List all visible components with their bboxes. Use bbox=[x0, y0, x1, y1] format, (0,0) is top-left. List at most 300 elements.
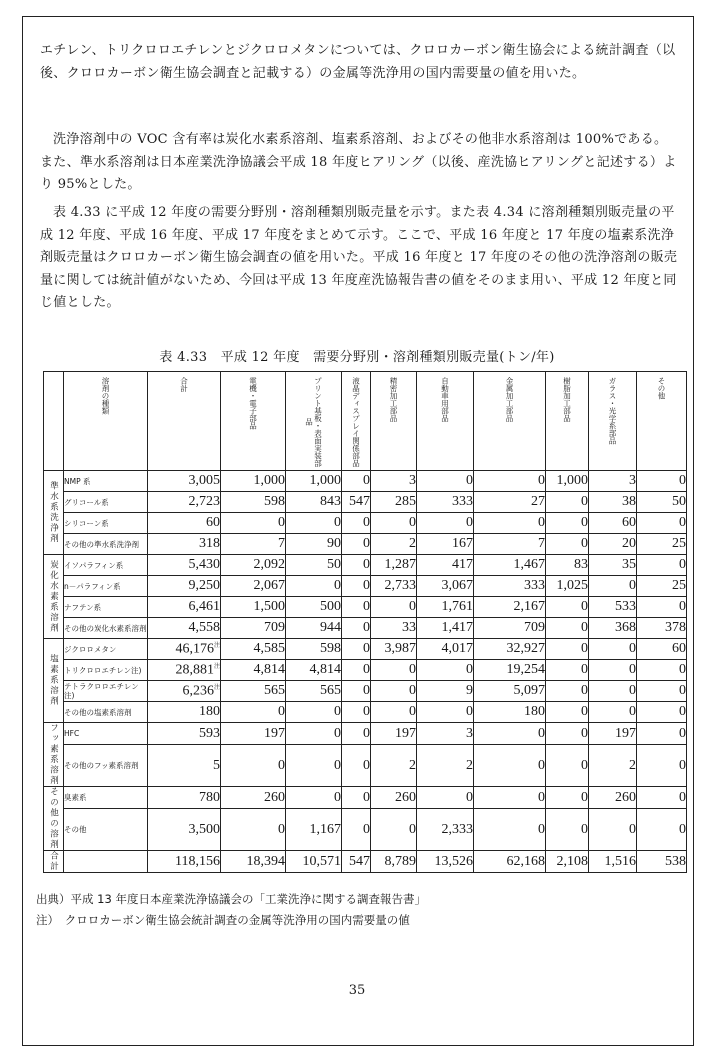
total-cell: 18,394 bbox=[221, 851, 286, 873]
cell-value: 0 bbox=[581, 757, 588, 773]
cell-value: 378 bbox=[665, 620, 686, 635]
cell-value: 0 bbox=[409, 515, 416, 530]
table-cell bbox=[286, 639, 342, 660]
cell-value: 4,814 bbox=[309, 662, 341, 677]
table-cell bbox=[148, 555, 221, 576]
table-cell bbox=[148, 660, 221, 681]
cell-value: 0 bbox=[363, 725, 370, 741]
cell-value: 0 bbox=[466, 662, 473, 677]
table-cell bbox=[474, 534, 546, 555]
table-cell bbox=[589, 809, 637, 851]
table-cell bbox=[474, 745, 546, 787]
table-cell bbox=[637, 492, 687, 513]
table-cell bbox=[546, 723, 589, 745]
cell-value: 0 bbox=[679, 662, 686, 677]
row-label: ジクロロメタン bbox=[64, 639, 148, 660]
table-cell bbox=[417, 809, 474, 851]
table-cell bbox=[417, 597, 474, 618]
cell-value: 0 bbox=[679, 725, 686, 741]
column-header-label: 樹脂加工部品 bbox=[562, 377, 572, 422]
cell-value: 28,881 bbox=[175, 662, 214, 678]
cell-value: 0 bbox=[363, 683, 370, 698]
table-caption: 表 4.33 平成 12 年度 需要分野別・溶剤種類別販売量(トン/年) bbox=[159, 350, 555, 365]
cell-value: 2,723 bbox=[188, 494, 220, 509]
table-cell bbox=[546, 660, 589, 681]
cell-value: 0 bbox=[629, 641, 636, 656]
cell-value: 547 bbox=[349, 494, 370, 509]
paragraph-3: 表 4.33 に平成 12 年度の需要分野別・溶剤種類別販売量を示す。また表 4.34 に溶剤種類別販売量の平成 12 年度、平成 16 年度、平成 17 年度をまとめて示す。ここで、平成 16 年度と 17 年度の塩素系洗浄剤販売量はクロロカーボン衛生協会調査の値を用いた。平成 16 年度と 17 年度のその他の洗浄溶剤の販売量に関しては統計値がないため、今回は平成 13 年度産洗協報告書の値をそのまま用い、平成 12 年度と同じ値とした。 bbox=[40, 205, 678, 310]
note-mark: 注 bbox=[213, 664, 220, 671]
table-cell bbox=[417, 555, 474, 576]
table-row bbox=[44, 745, 687, 787]
cell-value: 0 bbox=[629, 683, 636, 698]
cell-value: 0 bbox=[538, 821, 545, 837]
table-row bbox=[44, 639, 687, 660]
table-cell bbox=[417, 787, 474, 809]
cell-value: 3 bbox=[409, 473, 416, 488]
table-cell bbox=[637, 597, 687, 618]
cell-value: 197 bbox=[264, 725, 285, 741]
cell-value: 780 bbox=[199, 789, 220, 805]
total-cell: 2,108 bbox=[546, 851, 589, 873]
cell-value: 6,461 bbox=[188, 599, 220, 614]
total-cell: 8,789 bbox=[371, 851, 417, 873]
table-cell bbox=[371, 597, 417, 618]
cell-value: 2,067 bbox=[253, 578, 285, 593]
cell-value: 2 bbox=[409, 757, 416, 773]
cell-value: 565 bbox=[264, 683, 285, 698]
table-cell bbox=[221, 513, 286, 534]
cell-value: 0 bbox=[363, 536, 370, 551]
column-header-label: 溶剤の種類 bbox=[101, 377, 110, 415]
table-cell bbox=[474, 492, 546, 513]
table-cell bbox=[417, 534, 474, 555]
table-row bbox=[44, 513, 687, 534]
cell-value: 50 bbox=[672, 494, 686, 509]
table-row bbox=[44, 597, 687, 618]
cell-value: 27 bbox=[531, 494, 545, 509]
row-label: イソパラフィン系 bbox=[64, 555, 148, 576]
column-header-label: 自動車用部品 bbox=[440, 377, 450, 422]
table-cell bbox=[417, 660, 474, 681]
table-cell bbox=[417, 471, 474, 492]
cell-value: 0 bbox=[466, 789, 473, 805]
cell-value: 180 bbox=[524, 704, 545, 719]
table-cell bbox=[637, 555, 687, 576]
cell-value: 0 bbox=[363, 599, 370, 614]
cell-value: 83 bbox=[574, 557, 588, 572]
table-cell bbox=[417, 639, 474, 660]
cell-value: 46,176 bbox=[175, 641, 214, 657]
source-note: 出典）平成 13 年度日本産業洗浄協議会の「工業洗浄に関する調査報告書」 bbox=[36, 892, 426, 906]
table-cell bbox=[371, 471, 417, 492]
total-label: 合計 bbox=[44, 851, 64, 873]
cell-value: 333 bbox=[524, 578, 545, 593]
table-cell bbox=[148, 639, 221, 660]
table-cell bbox=[221, 723, 286, 745]
cell-value: 2,167 bbox=[513, 599, 545, 614]
table-cell bbox=[286, 597, 342, 618]
table-cell bbox=[474, 597, 546, 618]
table-cell bbox=[221, 745, 286, 787]
column-header bbox=[221, 372, 286, 471]
cell-value: 38 bbox=[622, 494, 636, 509]
row-label: その他のフッ素系溶剤 bbox=[64, 745, 148, 787]
table-cell bbox=[589, 618, 637, 639]
row-label: その他 bbox=[64, 809, 148, 851]
total-cell: 538 bbox=[637, 851, 687, 873]
column-header-label: プリント基板・表面実装部品 bbox=[304, 377, 323, 467]
table-cell bbox=[221, 639, 286, 660]
table-cell bbox=[342, 534, 371, 555]
table-cell bbox=[221, 681, 286, 702]
group-label: 炭化水素系溶剤 bbox=[44, 555, 64, 639]
table-cell bbox=[221, 576, 286, 597]
table-cell bbox=[546, 639, 589, 660]
cell-value: 0 bbox=[581, 789, 588, 805]
cell-value: 3,987 bbox=[384, 641, 416, 656]
cell-value: 0 bbox=[629, 578, 636, 593]
table-cell bbox=[546, 618, 589, 639]
table-cell bbox=[148, 534, 221, 555]
table-row bbox=[44, 660, 687, 681]
table-cell bbox=[371, 723, 417, 745]
table-cell bbox=[371, 745, 417, 787]
cell-value: 0 bbox=[538, 725, 545, 741]
cell-value: 0 bbox=[581, 662, 588, 677]
table-cell bbox=[148, 513, 221, 534]
table-cell bbox=[474, 471, 546, 492]
cell-value: 0 bbox=[278, 757, 285, 773]
cell-value: 0 bbox=[363, 557, 370, 572]
total-cell: 547 bbox=[342, 851, 371, 873]
cell-value: 0 bbox=[679, 683, 686, 698]
cell-value: 0 bbox=[581, 821, 588, 837]
cell-value: 0 bbox=[409, 683, 416, 698]
row-label: その他の準水系洗浄剤 bbox=[64, 534, 148, 555]
table-cell bbox=[342, 471, 371, 492]
cell-value: 6,236 bbox=[182, 683, 214, 699]
total-cell: 1,516 bbox=[589, 851, 637, 873]
table-cell bbox=[342, 492, 371, 513]
table-cell bbox=[417, 492, 474, 513]
table-cell bbox=[637, 660, 687, 681]
table-cell bbox=[286, 809, 342, 851]
table-cell bbox=[637, 576, 687, 597]
row-label: テトラクロロエチレン注) bbox=[64, 681, 148, 702]
cell-value: 0 bbox=[466, 515, 473, 530]
table-cell bbox=[148, 618, 221, 639]
cell-value: 60 bbox=[206, 515, 220, 530]
table-cell bbox=[417, 681, 474, 702]
table-cell bbox=[546, 576, 589, 597]
cell-value: 1,287 bbox=[384, 557, 416, 572]
cell-value: 90 bbox=[327, 536, 341, 551]
cell-value: 25 bbox=[672, 536, 686, 551]
table-cell bbox=[221, 787, 286, 809]
table-row bbox=[44, 702, 687, 723]
table-cell bbox=[637, 745, 687, 787]
total-cell: 10,571 bbox=[286, 851, 342, 873]
table-cell bbox=[286, 702, 342, 723]
cell-value: 0 bbox=[581, 515, 588, 530]
cell-value: 1,000 bbox=[253, 473, 285, 488]
row-label: その他の塩素系溶剤 bbox=[64, 702, 148, 723]
cell-value: 2 bbox=[409, 536, 416, 551]
column-header-label: 液晶ディスプレイ関係部品 bbox=[351, 377, 361, 467]
cell-value: 368 bbox=[615, 620, 636, 635]
column-header bbox=[637, 372, 687, 471]
column-header bbox=[474, 372, 546, 471]
cell-value: 0 bbox=[363, 789, 370, 805]
cell-value: 197 bbox=[395, 725, 416, 741]
table-cell bbox=[637, 639, 687, 660]
table-cell bbox=[589, 787, 637, 809]
row-label: その他の炭化水素系溶剤 bbox=[64, 618, 148, 639]
column-header bbox=[417, 372, 474, 471]
table-cell bbox=[546, 492, 589, 513]
table-cell bbox=[221, 555, 286, 576]
note-mark: 注 bbox=[213, 643, 220, 650]
table-cell bbox=[417, 618, 474, 639]
cell-value: 25 bbox=[672, 578, 686, 593]
cell-value: 35 bbox=[622, 557, 636, 572]
table-row bbox=[44, 576, 687, 597]
cell-value: 60 bbox=[672, 641, 686, 656]
table-cell bbox=[148, 787, 221, 809]
table-cell bbox=[417, 745, 474, 787]
table-cell bbox=[286, 534, 342, 555]
group-label: フッ素系溶剤 bbox=[44, 723, 64, 787]
cell-value: 533 bbox=[615, 599, 636, 614]
cell-value: 33 bbox=[402, 620, 416, 635]
cell-value: 5 bbox=[213, 757, 220, 773]
table-cell bbox=[221, 660, 286, 681]
table-cell bbox=[286, 492, 342, 513]
cell-value: 9,250 bbox=[188, 578, 220, 593]
table-cell bbox=[589, 471, 637, 492]
table-cell bbox=[546, 787, 589, 809]
group-label: 塩素系溶剤 bbox=[44, 639, 64, 723]
cell-value: 180 bbox=[199, 704, 220, 719]
cell-value: 2 bbox=[466, 757, 473, 773]
row-label: HFC bbox=[64, 723, 148, 745]
table-cell bbox=[371, 681, 417, 702]
column-header-label: 金属加工部品 bbox=[505, 377, 514, 422]
table-cell bbox=[221, 597, 286, 618]
cell-value: 0 bbox=[409, 599, 416, 614]
column-header-label: 電機・電子部品 bbox=[248, 377, 258, 430]
cell-value: 0 bbox=[363, 578, 370, 593]
cell-value: 60 bbox=[622, 515, 636, 530]
cell-value: 3 bbox=[466, 725, 473, 741]
row-label: トリクロロエチレン注) bbox=[64, 660, 148, 681]
table-cell bbox=[342, 513, 371, 534]
cell-value: 260 bbox=[264, 789, 285, 805]
cell-value: 260 bbox=[615, 789, 636, 805]
table-cell bbox=[221, 534, 286, 555]
table-cell bbox=[148, 576, 221, 597]
cell-value: 7 bbox=[278, 536, 285, 551]
cell-value: 0 bbox=[581, 704, 588, 719]
table-cell bbox=[286, 513, 342, 534]
cell-value: 1,000 bbox=[309, 473, 341, 488]
column-header bbox=[286, 372, 342, 471]
table-cell bbox=[342, 618, 371, 639]
row-label: グリコール系 bbox=[64, 492, 148, 513]
cell-value: 0 bbox=[679, 557, 686, 572]
cell-value: 0 bbox=[466, 704, 473, 719]
table-cell bbox=[637, 513, 687, 534]
table-cell bbox=[637, 681, 687, 702]
table-cell bbox=[342, 555, 371, 576]
cell-value: 0 bbox=[363, 620, 370, 635]
cell-value: 1,761 bbox=[441, 599, 473, 614]
paragraph-1: エチレン、トリクロロエチレンとジクロロメタンについては、クロロカーボン衛生協会による統計調査（以後、クロロカーボン衛生協会調査と記載する）の金属等洗浄用の国内需要量の値を用いた。 bbox=[40, 43, 676, 81]
cell-value: 0 bbox=[363, 704, 370, 719]
cell-value: 167 bbox=[452, 536, 473, 551]
table-cell bbox=[589, 745, 637, 787]
cell-value: 0 bbox=[581, 494, 588, 509]
cell-value: 0 bbox=[278, 515, 285, 530]
table-cell bbox=[474, 723, 546, 745]
table-cell bbox=[148, 597, 221, 618]
table-cell bbox=[474, 513, 546, 534]
table-cell bbox=[546, 681, 589, 702]
table-cell bbox=[589, 576, 637, 597]
cell-value: 0 bbox=[363, 473, 370, 488]
cell-value: 0 bbox=[409, 821, 416, 837]
table-cell bbox=[589, 702, 637, 723]
table-cell bbox=[371, 639, 417, 660]
cell-value: 285 bbox=[395, 494, 416, 509]
cell-value: 3 bbox=[629, 473, 636, 488]
total-blank-cell bbox=[64, 851, 148, 873]
total-cell: 118,156 bbox=[148, 851, 221, 873]
cell-value: 0 bbox=[629, 821, 636, 837]
row-label: ナフテン系 bbox=[64, 597, 148, 618]
cell-value: 9 bbox=[466, 683, 473, 698]
table-cell bbox=[546, 597, 589, 618]
header-row bbox=[44, 372, 687, 471]
row-label: NMP 系 bbox=[64, 471, 148, 492]
table-cell bbox=[148, 492, 221, 513]
cell-value: 4,585 bbox=[253, 641, 285, 656]
cell-value: 0 bbox=[278, 821, 285, 837]
column-header-label: 合計 bbox=[179, 377, 189, 392]
cell-value: 1,167 bbox=[309, 821, 341, 837]
table-cell bbox=[342, 660, 371, 681]
table-cell bbox=[371, 576, 417, 597]
table-cell bbox=[286, 787, 342, 809]
table-cell bbox=[546, 513, 589, 534]
table-cell bbox=[637, 534, 687, 555]
table-cell bbox=[371, 513, 417, 534]
cell-value: 0 bbox=[581, 536, 588, 551]
table-cell bbox=[474, 787, 546, 809]
table-cell bbox=[371, 534, 417, 555]
cell-value: 0 bbox=[334, 725, 341, 741]
cell-value: 1,500 bbox=[253, 599, 285, 614]
table-row bbox=[44, 492, 687, 513]
cell-value: 2,092 bbox=[253, 557, 285, 572]
column-header-label: 精密加工部品 bbox=[389, 377, 398, 422]
cell-value: 598 bbox=[264, 494, 285, 509]
table-cell bbox=[589, 723, 637, 745]
cell-value: 4,814 bbox=[253, 662, 285, 677]
table-cell bbox=[546, 471, 589, 492]
table-cell bbox=[417, 576, 474, 597]
table-cell bbox=[474, 618, 546, 639]
cell-value: 0 bbox=[278, 704, 285, 719]
cell-value: 944 bbox=[320, 620, 341, 635]
page-number: 35 bbox=[348, 983, 366, 998]
table-cell bbox=[474, 702, 546, 723]
table-cell bbox=[221, 471, 286, 492]
table-cell bbox=[637, 702, 687, 723]
column-header bbox=[371, 372, 417, 471]
table-cell bbox=[637, 471, 687, 492]
table-cell bbox=[546, 555, 589, 576]
cell-value: 0 bbox=[363, 757, 370, 773]
column-header bbox=[64, 372, 148, 471]
table-cell bbox=[637, 787, 687, 809]
cell-value: 2 bbox=[629, 757, 636, 773]
cell-value: 0 bbox=[679, 704, 686, 719]
cell-value: 19,254 bbox=[506, 662, 545, 677]
table-cell bbox=[371, 555, 417, 576]
cell-value: 500 bbox=[320, 599, 341, 614]
cell-value: 0 bbox=[679, 515, 686, 530]
table-row bbox=[44, 555, 687, 576]
row-label: n－パラフィン系 bbox=[64, 576, 148, 597]
column-header-label: その他 bbox=[657, 377, 666, 400]
table-cell bbox=[417, 723, 474, 745]
cell-value: 3,500 bbox=[188, 821, 220, 837]
cell-value: 2,333 bbox=[441, 821, 473, 837]
cell-value: 3,005 bbox=[188, 473, 220, 488]
table-cell bbox=[589, 597, 637, 618]
column-header bbox=[589, 372, 637, 471]
table-cell bbox=[286, 576, 342, 597]
table-cell bbox=[371, 702, 417, 723]
cell-value: 0 bbox=[629, 704, 636, 719]
total-row bbox=[44, 851, 687, 873]
cell-value: 0 bbox=[538, 473, 545, 488]
cell-value: 1,467 bbox=[513, 557, 545, 572]
sales-table-container bbox=[43, 371, 686, 873]
paragraph-2: 洗浄溶剤中の VOC 含有率は炭化水素系溶剤、塩素系溶剤、およびその他非水系溶剤は 100%である。また、準水系溶剤は日本産業洗浄協議会平成 18 年度ヒアリング（以後、産洗協ヒアリングと記述する）より 95%とした。 bbox=[40, 132, 677, 192]
table-cell bbox=[474, 681, 546, 702]
cell-value: 0 bbox=[679, 599, 686, 614]
cell-value: 2,733 bbox=[384, 578, 416, 593]
table-cell bbox=[589, 639, 637, 660]
cell-value: 0 bbox=[466, 473, 473, 488]
cell-value: 0 bbox=[581, 683, 588, 698]
column-header-label: ガラス・光学系部品 bbox=[608, 377, 617, 445]
row-label: 臭素系 bbox=[64, 787, 148, 809]
table-cell bbox=[342, 809, 371, 851]
cell-value: 0 bbox=[334, 789, 341, 805]
table-cell bbox=[342, 597, 371, 618]
table-cell bbox=[371, 660, 417, 681]
table-cell bbox=[417, 702, 474, 723]
table-cell bbox=[148, 745, 221, 787]
cell-value: 1,000 bbox=[556, 473, 588, 488]
table-body bbox=[44, 471, 687, 873]
cell-value: 0 bbox=[538, 789, 545, 805]
cell-value: 843 bbox=[320, 494, 341, 509]
